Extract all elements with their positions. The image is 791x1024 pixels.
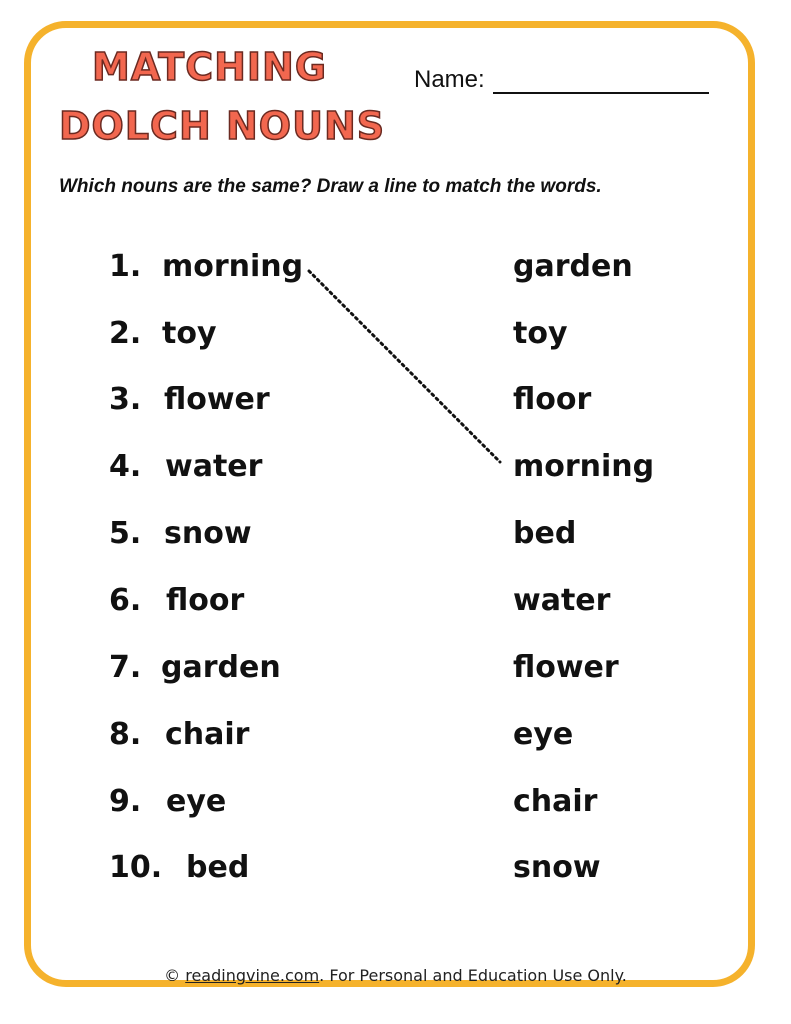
right-word: garden [513,249,633,284]
item-number: 6. [109,583,142,618]
left-word: morning [162,249,304,284]
name-field [414,66,709,94]
right-word: eye [513,717,574,752]
right-word: floor [513,382,592,417]
item-number: 10. [109,850,163,885]
left-word: eye [166,784,227,819]
item-number: 4. [109,449,142,484]
footer-link[interactable]: readingvine.com [185,966,320,985]
item-number: 7. [109,650,142,685]
right-word: flower [513,650,619,685]
item-number: 2. [109,316,142,351]
worksheet-border [24,21,755,987]
instructions: Which nouns are the same? Draw a line to match the words. [59,176,602,197]
left-word: floor [166,583,245,618]
right-word: water [513,583,611,618]
name-label: Name: [414,66,485,93]
left-word: toy [162,316,217,351]
footer-suffix: . For Personal and Education Use Only. [319,966,627,985]
left-word: bed [186,850,250,885]
item-number: 1. [109,249,142,284]
item-number: 5. [109,516,142,551]
right-word: toy [513,316,568,351]
footer-prefix: © [164,966,186,985]
item-number: 3. [109,382,142,417]
right-word: snow [513,850,601,885]
footer [0,966,791,985]
item-number: 8. [109,717,142,752]
left-word: flower [164,382,270,417]
left-word: garden [161,650,281,685]
left-word: snow [164,516,252,551]
right-word: morning [513,449,655,484]
title-line-1: MATCHING [92,45,328,89]
right-word: bed [513,516,577,551]
name-blank-line[interactable] [493,66,709,94]
title-line-2: DOLCH NOUNS [59,104,386,148]
right-word: chair [513,784,598,819]
item-number: 9. [109,784,142,819]
left-word: chair [165,717,250,752]
left-word: water [165,449,263,484]
